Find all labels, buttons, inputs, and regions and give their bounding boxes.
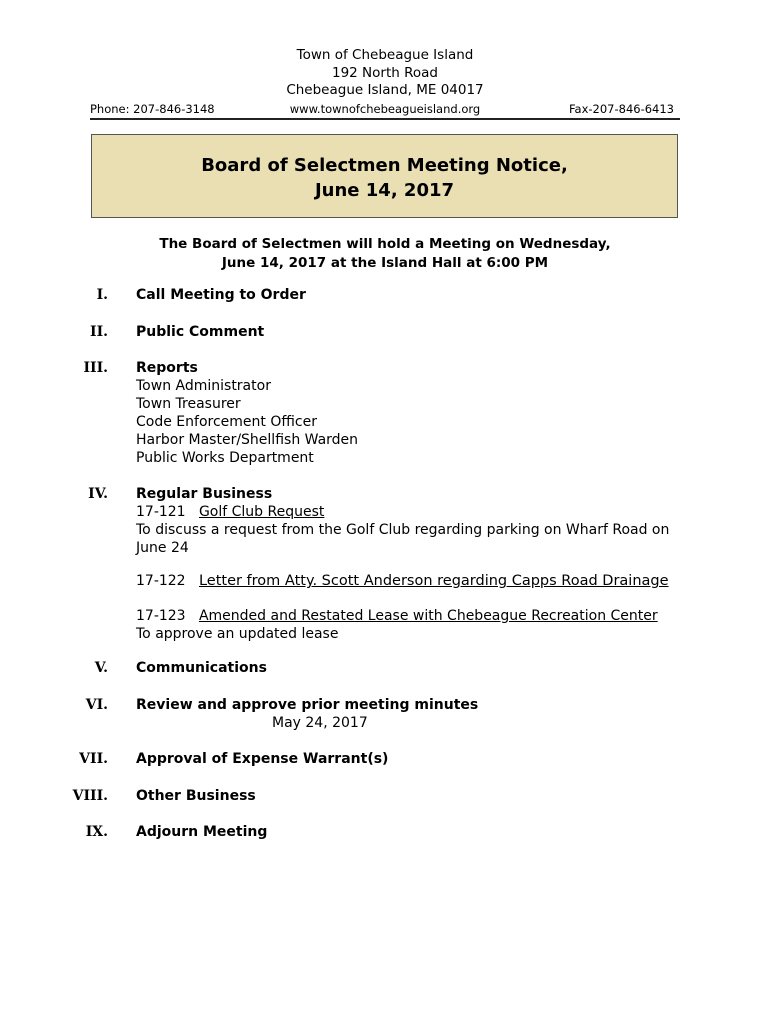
business-description: To discuss a request from the Golf Club regarding parking on Wharf Road on (136, 522, 670, 538)
report-line: Harbor Master/Shellfish Warden (136, 432, 359, 448)
item-heading: Call Meeting to Order (136, 287, 306, 303)
town-city: Chebeague Island, ME 04017 (286, 82, 484, 98)
notice-title-box (91, 134, 678, 218)
item-number: I. (96, 287, 108, 303)
item-heading: Public Comment (136, 324, 265, 340)
fax-number: Fax-207-846-6413 (568, 102, 674, 116)
business-description: To approve an updated lease (136, 626, 339, 642)
business-description: June 24 (136, 540, 189, 556)
item-number: VII. (79, 751, 108, 767)
minutes-date: May 24, 2017 (272, 715, 368, 731)
contact-row (90, 101, 680, 120)
report-line: Code Enforcement Officer (136, 414, 317, 430)
item-number: VI. (85, 697, 108, 713)
business-code: 17-123 (136, 608, 186, 624)
item-heading: Communications (136, 660, 267, 676)
website-link[interactable]: www.townofchebeagueisland.org (289, 102, 481, 116)
meeting-intro (0, 235, 770, 273)
town-name: Town of Chebeague Island (296, 47, 474, 63)
item-number: IX. (85, 824, 108, 840)
business-code: 17-121 (136, 504, 186, 520)
item-heading: Review and approve prior meeting minutes (136, 697, 479, 713)
town-street: 192 North Road (332, 64, 438, 81)
item-heading: Adjourn Meeting (136, 824, 268, 840)
item-heading: Other Business (136, 788, 256, 804)
intro-line-1: The Board of Selectmen will hold a Meeting on Wednesday, (159, 236, 611, 252)
intro-line-2: June 14, 2017 at the Island Hall at 6:00 PM (221, 255, 549, 271)
report-line: Town Administrator (136, 378, 271, 394)
item-number: III. (83, 360, 108, 376)
item-heading: Reports (136, 360, 198, 376)
item-number: V. (94, 660, 108, 676)
report-line: Public Works Department (136, 450, 314, 466)
notice-date: June 14, 2017 (314, 180, 455, 201)
item-number: IV. (88, 486, 108, 502)
phone-number: Phone: 207-846-3148 (90, 102, 215, 116)
item-heading: Approval of Expense Warrant(s) (136, 751, 389, 767)
business-code: 17-122 (136, 573, 186, 589)
report-line: Town Treasurer (136, 396, 241, 412)
item-number: VIII. (72, 788, 108, 804)
item-heading: Regular Business (136, 486, 273, 502)
business-title-link[interactable]: Amended and Restated Lease with Chebeague Recreation Center (198, 608, 658, 624)
business-title-link[interactable]: Letter from Atty. Scott Anderson regarding Capps Road Drainage (198, 573, 669, 589)
item-number: II. (90, 324, 108, 340)
business-title-link[interactable]: Golf Club Request (198, 504, 325, 520)
letterhead (0, 47, 770, 100)
business-item-17-121 (136, 503, 696, 521)
notice-title: Board of Selectmen Meeting Notice, (201, 155, 568, 176)
